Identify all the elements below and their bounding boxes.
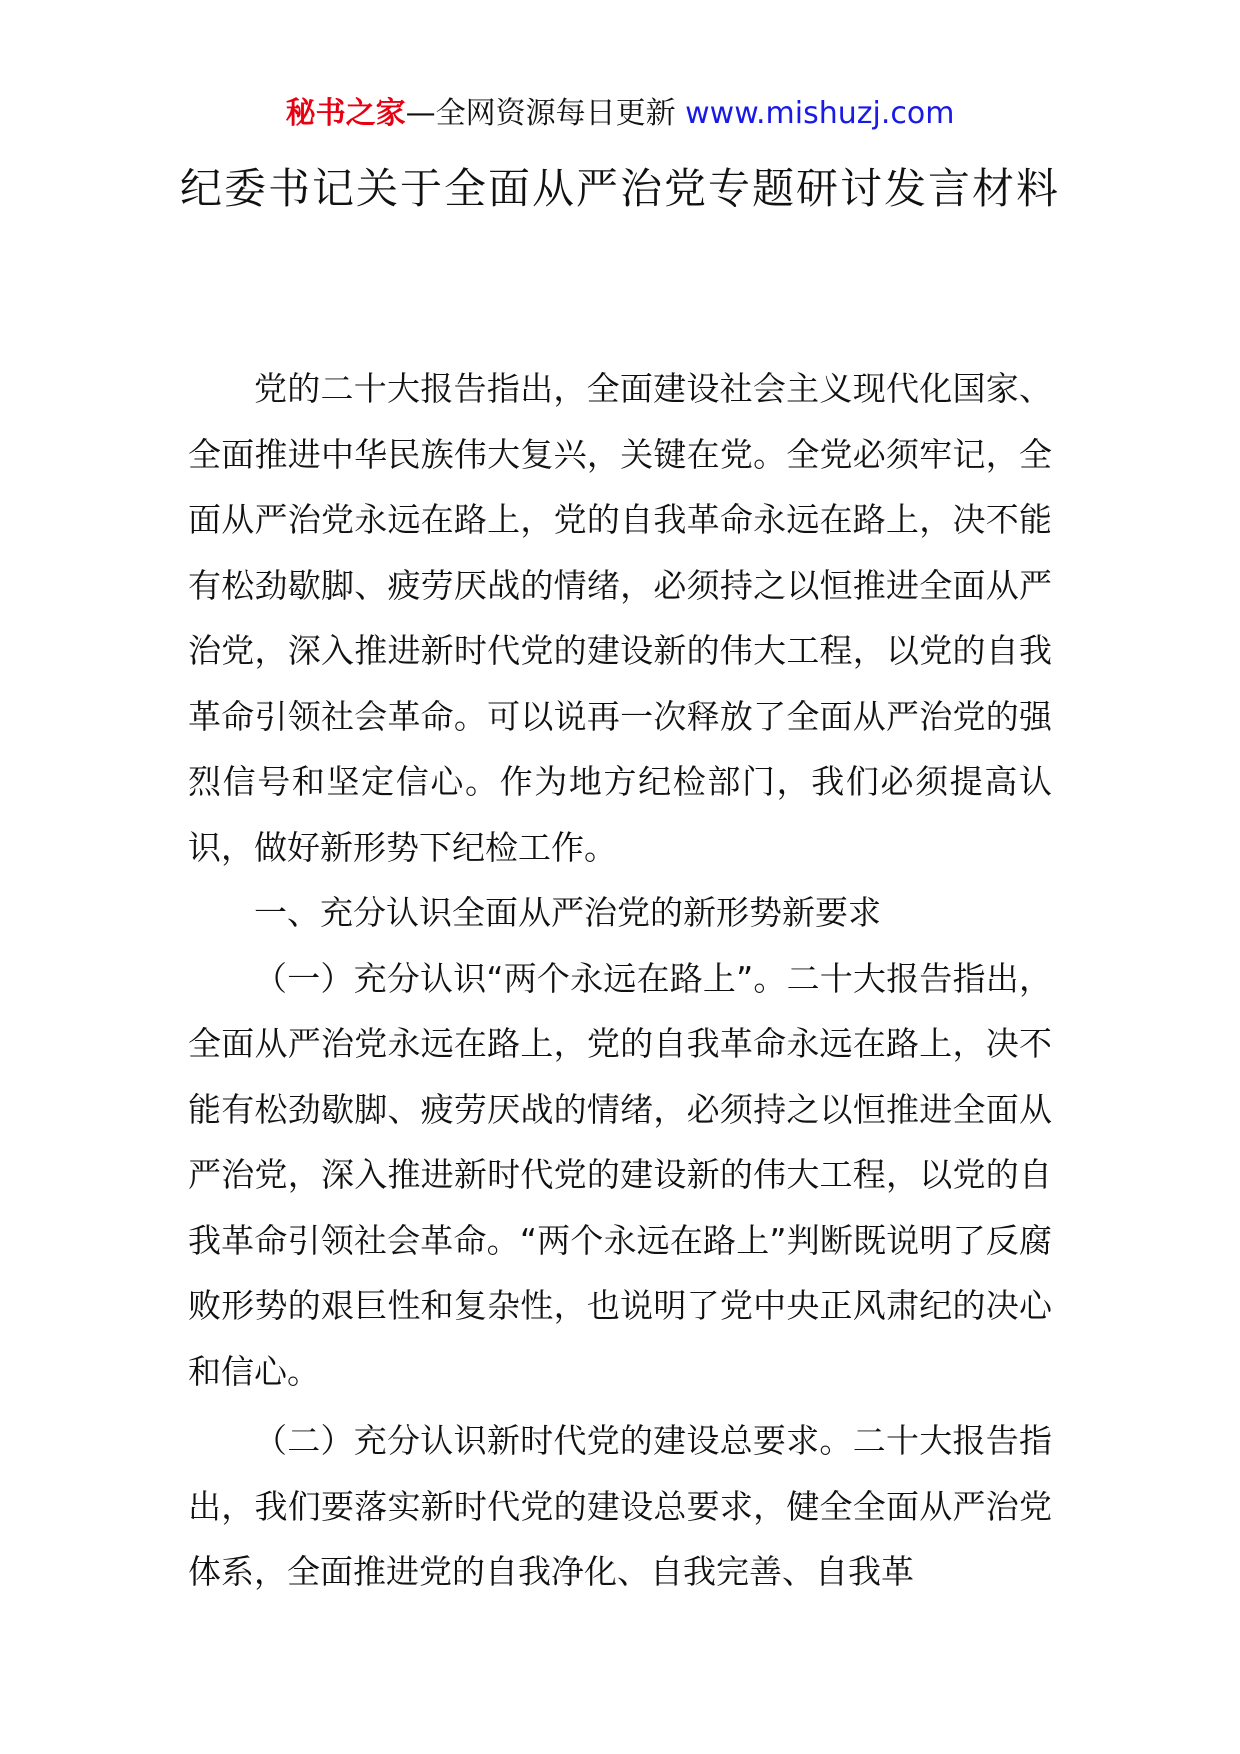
site-header — [0, 94, 1240, 134]
paragraph-subsection-1: （一）充分认识“两个永远在路上”。二十大报告指出，全面从严治党永远在路上，党的自我革命永远在路上，决不能有松劲歇脚、疲劳厌战的情绪，必须持之以恒推进全面从严治党，深入推进新时代党的建设新的伟大工程，以党的自我革命引领社会革命。“两个永远在路上”判断既说明了反腐败形势的艰巨性和复杂性，也说明了党中央正风肃纪的决心和信心。 — [188, 958, 1052, 1391]
document-title: 纪委书记关于全面从严治党专题研讨发言材料 — [179, 164, 1060, 213]
site-slogan: —全网资源每日更新 — [405, 96, 676, 131]
site-url-link[interactable]: www.mishuzj.com — [685, 96, 955, 131]
paragraph-intro: 党的二十大报告指出，全面建设社会主义现代化国家、全面推进中华民族伟大复兴，关键在党。全党必须牢记，全面从严治党永远在路上，党的自我革命永远在路上，决不能有松劲歇脚、疲劳厌战的情绪，必须持之以恒推进全面从严治党，深入推进新时代党的建设新的伟大工程，以党的自我革命引领社会革命。可以说再一次释放了全面从严治党的强烈信号和坚定信心。作为地方纪检部门，我们必须提高认识，做好新形势下纪检工作。 — [188, 369, 1052, 867]
section-heading-1: 一、充分认识全面从严治党的新形势新要求 — [254, 893, 881, 932]
document-body — [188, 356, 1052, 1605]
site-brand: 秘书之家 — [285, 96, 406, 131]
paragraph-subsection-2: （二）充分认识新时代党的建设总要求。二十大报告指出，我们要落实新时代党的建设总要求，健全全面从严治党体系，全面推进党的自我净化、自我完善、自我革 — [188, 1421, 1052, 1591]
